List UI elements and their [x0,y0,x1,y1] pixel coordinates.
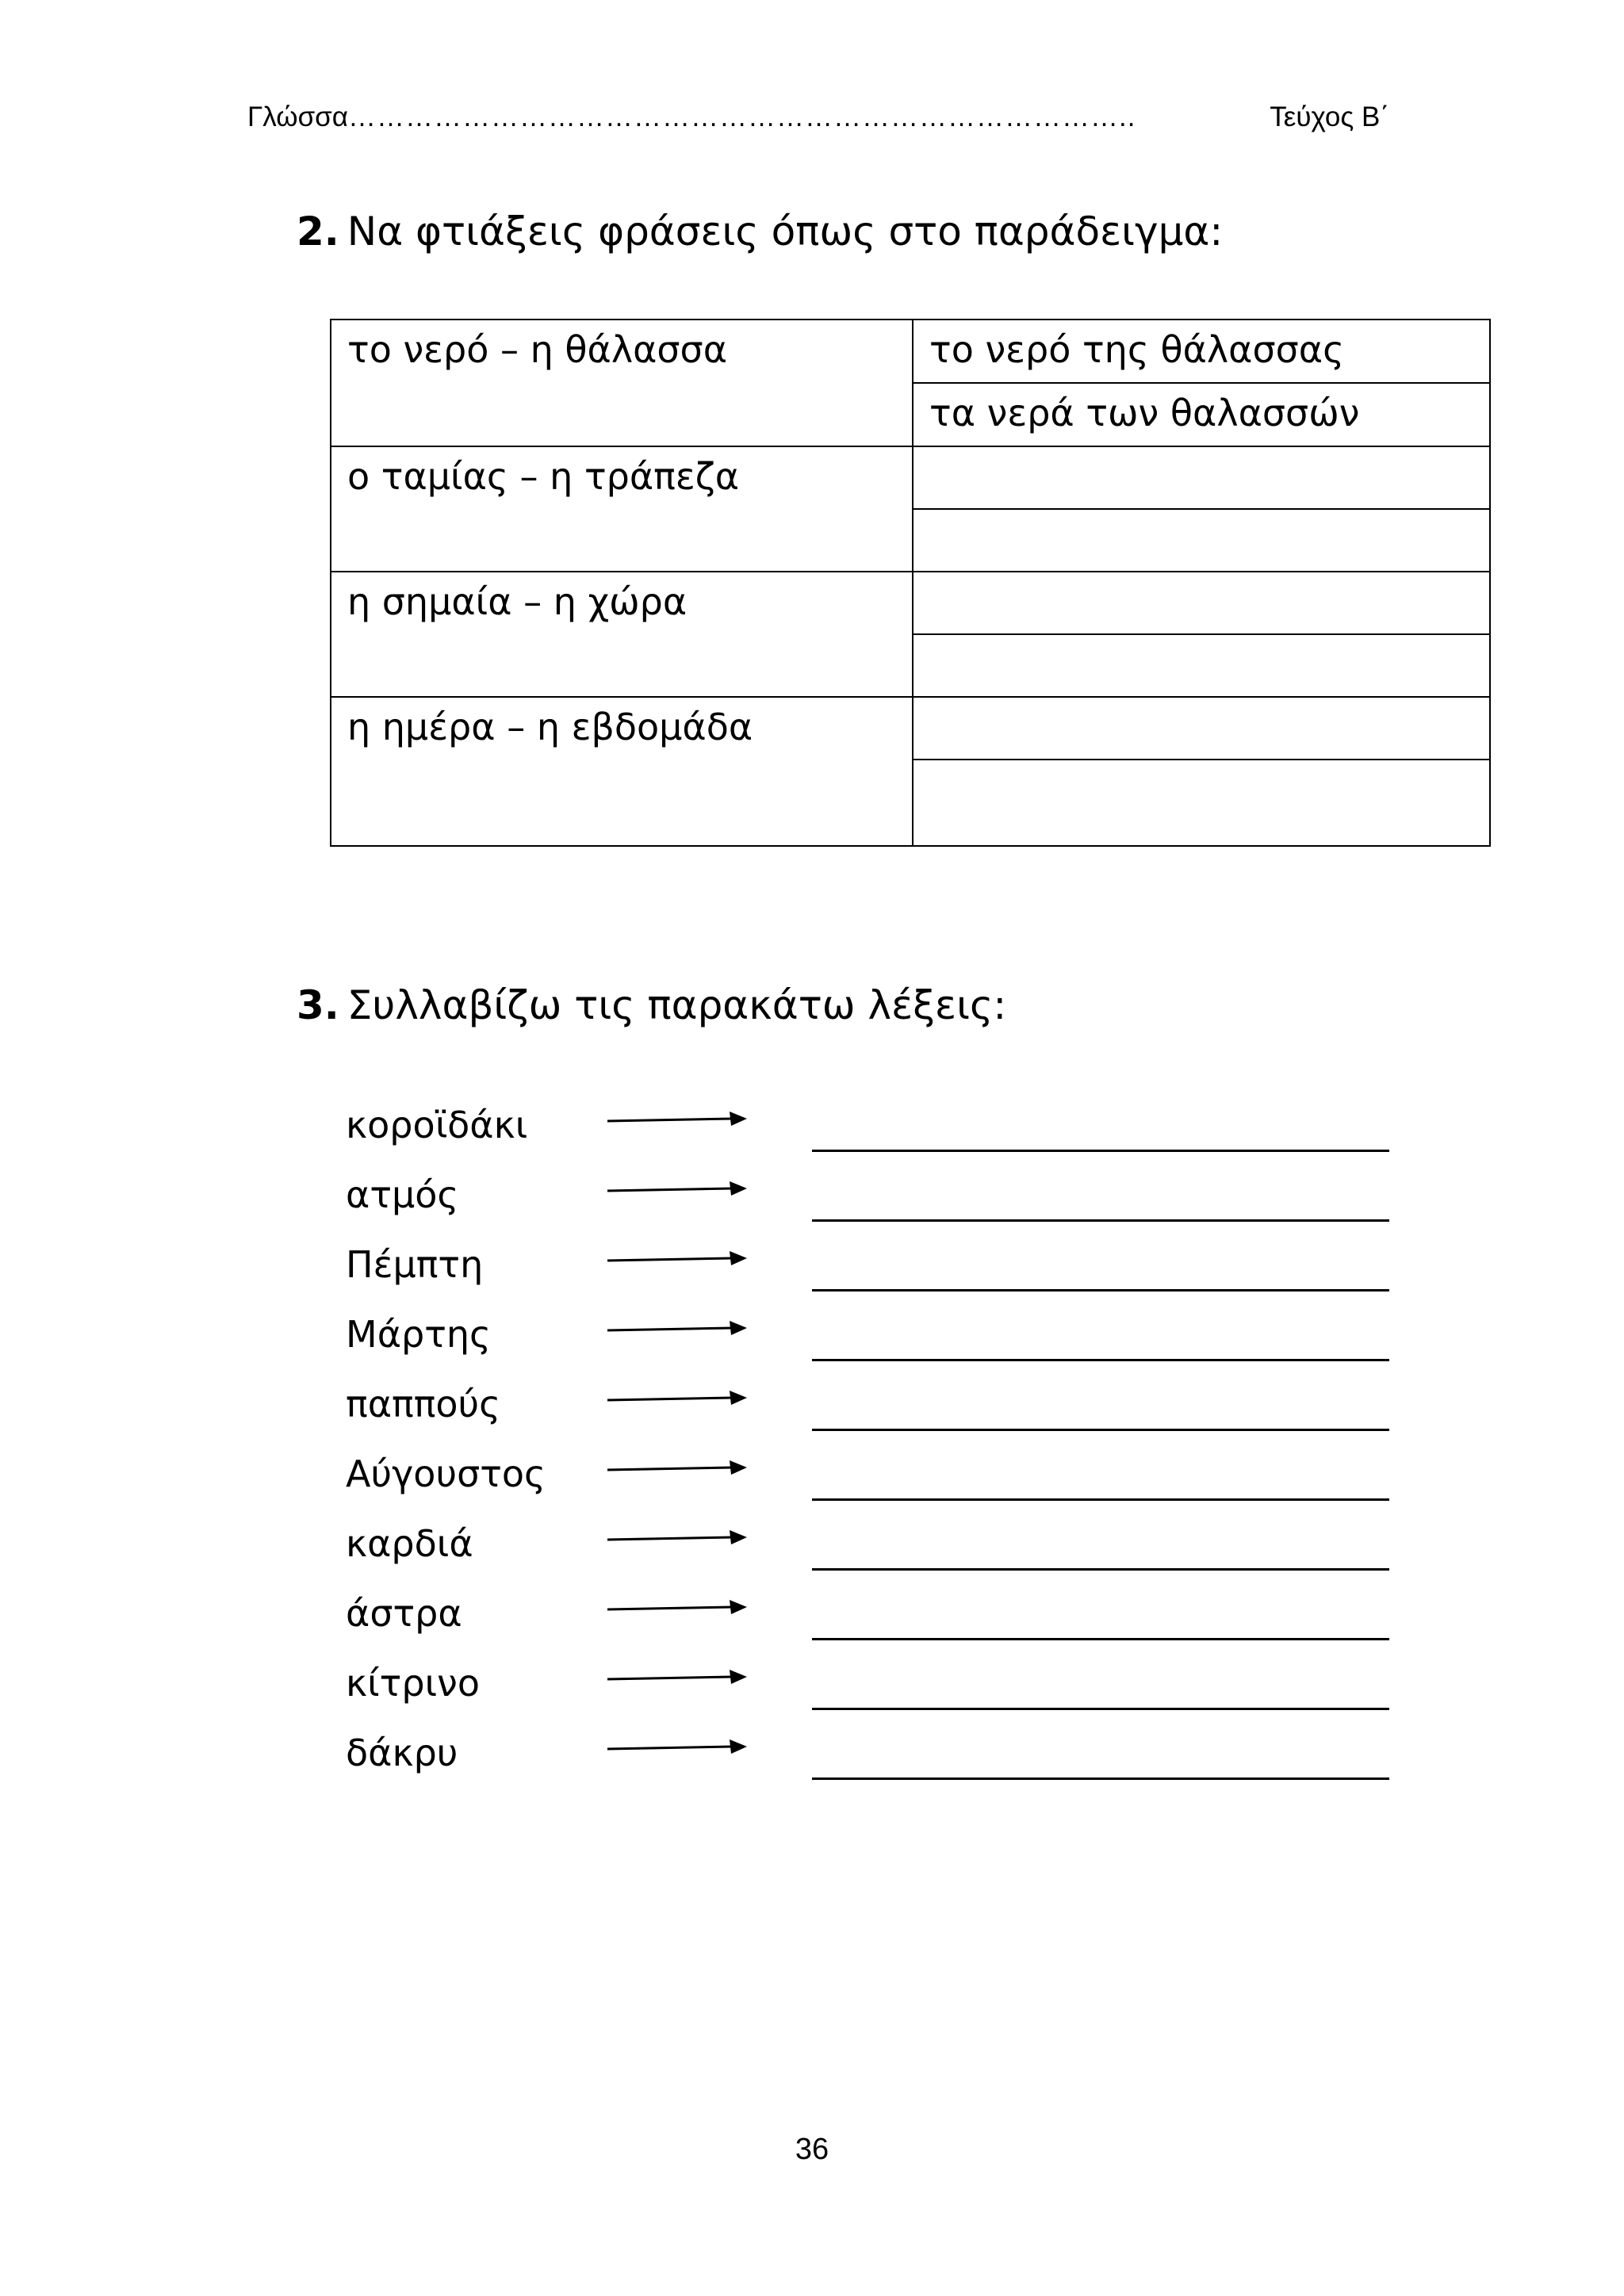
answer-line[interactable] [812,1638,1389,1640]
right-arrow-icon [606,1456,749,1479]
right-arrow-icon [606,1107,749,1131]
answer-line[interactable] [812,1219,1389,1222]
syllable-row [346,1724,1456,1793]
exercise-3-number: 3. [297,982,339,1028]
phrase-prompt-cell: το νερό – η θάλασσα [331,320,913,446]
syllable-word: Αύγουστος [346,1452,546,1495]
right-arrow-icon [606,1735,749,1758]
syllable-row [346,1654,1456,1724]
right-arrow-icon [606,1595,749,1619]
phrase-prompt-cell: η σημαία – η χώρα [331,572,913,697]
answer-line[interactable] [812,1429,1389,1431]
syllable-list [346,1096,1456,1793]
answer-line[interactable] [812,1150,1389,1152]
header-subject: Γλώσσα [247,101,349,132]
exercise-3-title [297,980,1006,1031]
phrase-table [330,319,1491,847]
right-arrow-icon [606,1316,749,1340]
phrase-answer-cell[interactable] [913,572,1490,634]
exercise-2-title [297,206,1223,257]
header-volume: Τεύχος Β΄ [1270,101,1389,132]
page-header [247,97,1389,138]
syllable-row [346,1165,1456,1235]
syllable-row [346,1584,1456,1654]
syllable-row [346,1445,1456,1514]
right-arrow-icon [606,1525,749,1549]
answer-line[interactable] [812,1777,1389,1780]
answer-line[interactable] [812,1359,1389,1361]
syllable-word: ατμός [346,1173,459,1216]
phrase-answer-cell[interactable] [913,509,1490,572]
syllable-word: Πέμπτη [346,1243,484,1286]
answer-line[interactable] [812,1289,1389,1292]
header-dots: ……………………………………………………………………….. [348,101,1136,132]
syllable-row [346,1305,1456,1375]
exercise-2-instruction: Να φτιάξεις φράσεις όπως στο παράδειγμα: [347,209,1224,254]
exercise-3-instruction: Συλλαβίζω τις παρακάτω λέξεις: [347,982,1007,1028]
answer-line[interactable] [812,1568,1389,1571]
syllable-row [346,1514,1456,1584]
phrase-prompt-cell: η ημέρα – η εβδομάδα [331,697,913,846]
syllable-row [346,1375,1456,1445]
syllable-word: κίτρινο [346,1662,480,1705]
syllable-word: δάκρυ [346,1732,458,1774]
right-arrow-icon [606,1246,749,1270]
right-arrow-icon [606,1177,749,1200]
syllable-word: παππούς [346,1383,501,1425]
answer-line[interactable] [812,1498,1389,1501]
answer-line[interactable] [812,1708,1389,1710]
phrase-answer-cell[interactable] [913,697,1490,760]
phrase-answer-cell[interactable] [913,634,1490,697]
phrase-answer-cell[interactable] [913,760,1490,846]
syllable-word: κοροϊδάκι [346,1104,528,1146]
phrase-answer-cell: το νερό της θάλασσας [913,320,1490,383]
page-number: 36 [795,2133,829,2166]
syllable-row [346,1235,1456,1305]
phrase-answer-cell[interactable] [913,446,1490,509]
right-arrow-icon [606,1665,749,1689]
exercise-2-number: 2. [297,209,339,254]
syllable-row [346,1096,1456,1165]
phrase-prompt-cell: ο ταμίας – η τράπεζα [331,446,913,572]
phrase-answer-cell: τα νερά των θαλασσών [913,383,1490,446]
syllable-word: άστρα [346,1592,462,1635]
syllable-word: καρδιά [346,1522,473,1565]
syllable-word: Μάρτης [346,1313,492,1356]
right-arrow-icon [606,1386,749,1410]
